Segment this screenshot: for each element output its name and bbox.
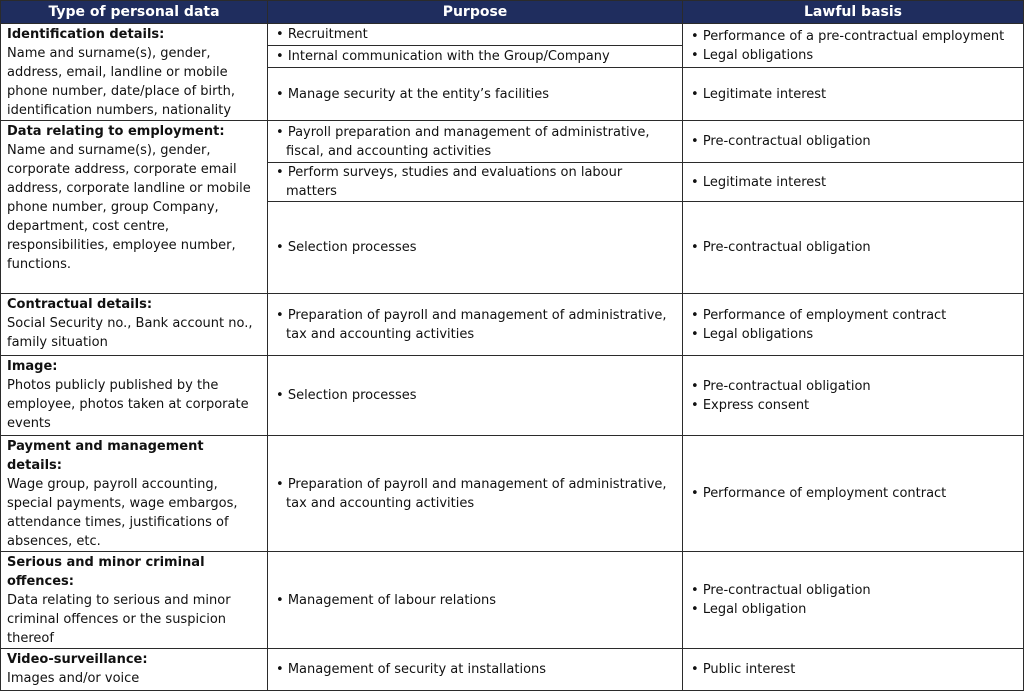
basis-item: • Pre-contractual obligation <box>689 132 1017 151</box>
purpose-cell <box>268 294 683 356</box>
category-cell <box>1 552 268 649</box>
purpose-cell <box>268 121 683 163</box>
purpose-cell <box>268 202 683 294</box>
basis-item: • Performance of employment contract <box>689 484 1017 503</box>
lawful-basis-cell <box>683 121 1024 163</box>
table-row <box>1 436 1024 552</box>
purpose-cell <box>268 163 683 202</box>
table-row <box>1 121 1024 163</box>
purpose-cell <box>268 356 683 436</box>
purpose-cell <box>268 46 683 68</box>
basis-item: • Legitimate interest <box>689 85 1017 104</box>
purpose-cell <box>268 649 683 691</box>
lawful-basis-cell <box>683 294 1024 356</box>
header-purpose: Purpose <box>268 1 683 24</box>
basis-item: • Legal obligations <box>689 325 1017 344</box>
purpose-item: • Internal communication with the Group/Company <box>274 47 676 66</box>
lawful-basis-cell <box>683 356 1024 436</box>
basis-item: • Pre-contractual obligation <box>689 377 1017 396</box>
category-title: Video-surveillance: <box>7 652 148 667</box>
purpose-item: • Preparation of payroll and management of administrative, tax and accounting activities <box>274 306 676 344</box>
lawful-basis-cell <box>683 649 1024 691</box>
basis-item: • Performance of a pre-contractual employment <box>689 27 1017 46</box>
category-title: Data relating to employment: <box>7 124 225 139</box>
category-description: Name and surname(s), gender, corporate address, corporate email address, corporate landline or mobile phone number, group Company, department, cost centre, responsibilities, employee number, functions. <box>7 143 251 272</box>
category-description: Data relating to serious and minor criminal offences or the suspicion thereof <box>7 593 231 646</box>
lawful-basis-cell <box>683 163 1024 202</box>
table-row <box>1 356 1024 436</box>
lawful-basis-cell <box>683 552 1024 649</box>
category-cell <box>1 356 268 436</box>
category-cell <box>1 24 268 121</box>
category-description: Photos publicly published by the employee, photos taken at corporate events <box>7 378 249 431</box>
category-description: Name and surname(s), gender, address, email, landline or mobile phone number, date/place of birth, identification numbers, nationality <box>7 46 235 118</box>
category-title: Serious and minor criminal offences: <box>7 555 205 589</box>
purpose-item: • Selection processes <box>274 386 676 405</box>
header-row <box>1 1 1024 24</box>
category-cell <box>1 121 268 294</box>
purpose-item: • Preparation of payroll and management of administrative, tax and accounting activities <box>274 475 676 513</box>
category-description: Wage group, payroll accounting, special payments, wage embargos, attendance times, justifications of absences, etc. <box>7 477 238 549</box>
purpose-item: • Perform surveys, studies and evaluations on labour matters <box>274 163 676 201</box>
category-title: Identification details: <box>7 27 165 42</box>
lawful-basis-cell <box>683 68 1024 121</box>
header-lawful-basis: Lawful basis <box>683 1 1024 24</box>
table-row <box>1 24 1024 46</box>
category-description: Images and/or voice <box>7 671 140 686</box>
basis-item: • Express consent <box>689 396 1017 415</box>
basis-item: • Legal obligations <box>689 46 1017 65</box>
purpose-cell <box>268 552 683 649</box>
table-row <box>1 552 1024 649</box>
basis-item: • Pre-contractual obligation <box>689 581 1017 600</box>
category-title: Payment and management details: <box>7 439 204 473</box>
purpose-item: • Manage security at the entity’s facilities <box>274 85 676 104</box>
purpose-item: • Management of labour relations <box>274 591 676 610</box>
purpose-item: • Selection processes <box>274 238 676 257</box>
table-row <box>1 294 1024 356</box>
basis-item: • Legitimate interest <box>689 173 1017 192</box>
header-type: Type of personal data <box>1 1 268 24</box>
lawful-basis-cell <box>683 436 1024 552</box>
purpose-item: • Payroll preparation and management of administrative, fiscal, and accounting activities <box>274 123 676 161</box>
purpose-cell <box>268 24 683 46</box>
basis-item: • Performance of employment contract <box>689 306 1017 325</box>
purpose-cell <box>268 68 683 121</box>
basis-item: • Legal obligation <box>689 600 1017 619</box>
basis-item: • Pre-contractual obligation <box>689 238 1017 257</box>
category-title: Image: <box>7 359 58 374</box>
purpose-item: • Management of security at installations <box>274 660 676 679</box>
category-description: Social Security no., Bank account no., family situation <box>7 316 253 350</box>
category-title: Contractual details: <box>7 297 153 312</box>
lawful-basis-cell <box>683 24 1024 68</box>
category-cell <box>1 649 268 691</box>
basis-item: • Public interest <box>689 660 1017 679</box>
lawful-basis-cell <box>683 202 1024 294</box>
purpose-cell <box>268 436 683 552</box>
purpose-item: • Recruitment <box>274 25 676 44</box>
category-cell <box>1 294 268 356</box>
category-cell <box>1 436 268 552</box>
table-row <box>1 649 1024 691</box>
